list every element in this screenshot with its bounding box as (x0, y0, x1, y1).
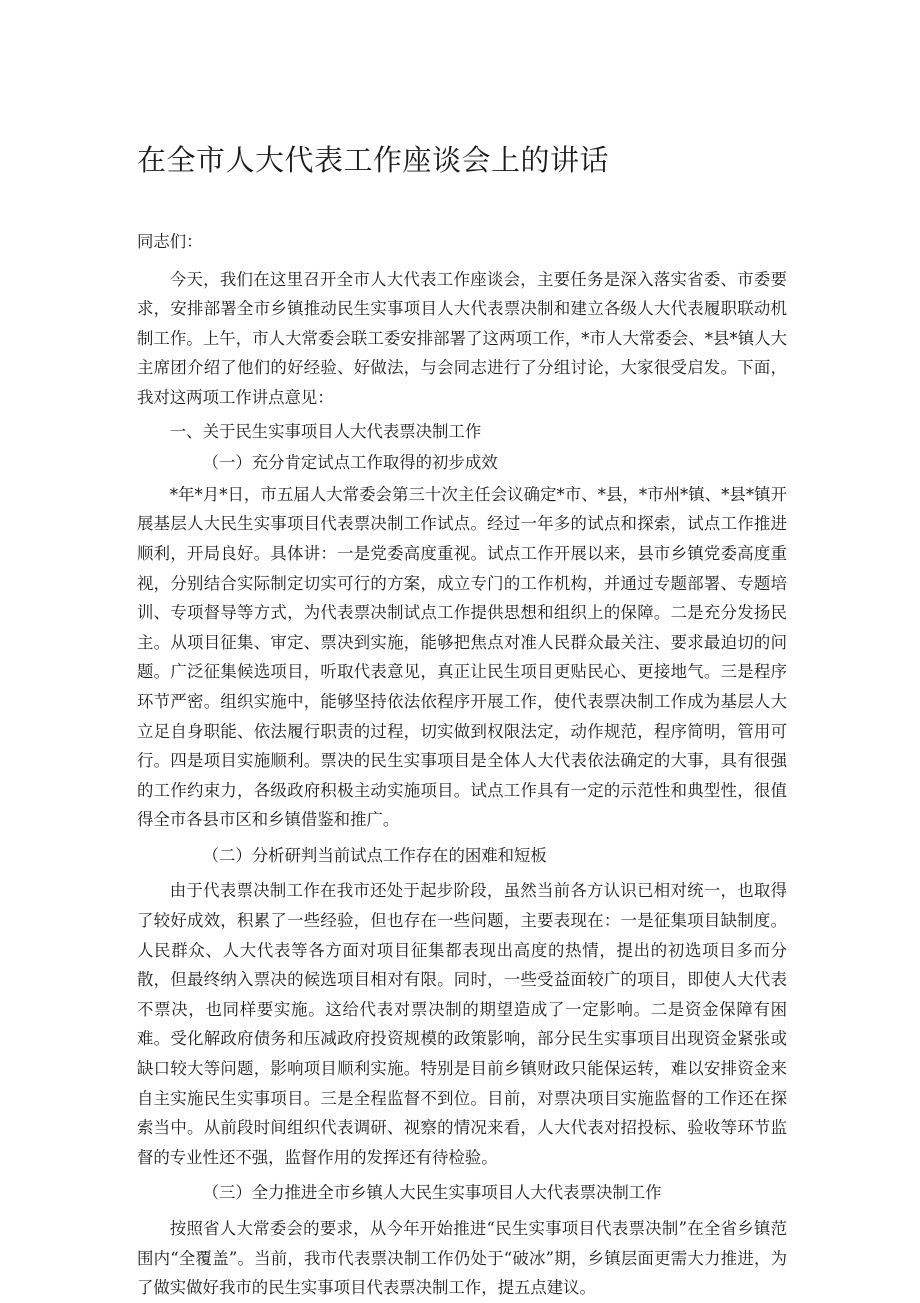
subsection-3-paragraph: 按照省人大常委会的要求，从今年开始推进“民生实事项目代表票决制”在全省乡镇范围内“全覆盖”。当前，我市代表票决制工作仍处于“破冰”期，乡镇层面更需大力推进，为了做实做好我市的民生实事项目代表票决制工作，提五点建议。 (137, 1219, 787, 1298)
subsection-heading-1: （一）充分肯定试点工作取得的初步成效 (202, 453, 498, 473)
intro-paragraph: 今天，我们在这里召开全市人大代表工作座谈会，主要任务是深入落实省委、市委要求，安排部署全市乡镇推动民生实事项目人大代表票决制和建立各级人大代表履职联动机制工作。上午，市人大常委会联工委安排部署了这两项工作，*市人大常委会、*县*镇人大主席团介绍了他们的好经验、好做法，与会同志进行了分组讨论，大家很受启发。下面，我对这两项工作讲点意见： (137, 269, 787, 407)
subsection-1-paragraph: *年*月*日，市五届人大常委会第三十次主任会议确定*市、*县，*市州*镇、*县*镇开展基层人大民生实事项目代表票决制工作试点。经过一年多的试点和探索，试点工作推进顺利，开局良好。具体讲：一是党委高度重视。试点工作开展以来，县市乡镇党委高度重视，分别结合实际制定切实可行的方案，成立专门的工作机构，并通过专题部署、专题培训、专项督导等方式，为代表票决制试点工作提供思想和组织上的保障。二是充分发扬民主。从项目征集、审定、票决到实施，能够把焦点对准人民群众最关注、要求最迫切的问题。广泛征集候选项目，听取代表意见，真正让民生项目更贴民心、更接地气。三是程序环节严密。组织实施中，能够坚持依法依程序开展工作，使代表票决制工作成为基层人大立足自身职能、依法履行职责的过程，切实做到权限法定，动作规范，程序简明，管用可行。四是项目实施顺利。票决的民生实事项目是全体人大代表依法确定的大事，具有很强的工作约束力，各级政府积极主动实施项目。试点工作具有一定的示范性和典型性，很值得全市各县市区和乡镇借鉴和推广。 (137, 484, 787, 830)
subsection-heading-2: （二）分析研判当前试点工作存在的困难和短板 (202, 845, 547, 865)
document-body (137, 227, 787, 1303)
subsection-heading-3: （三）全力推进全市乡镇人大民生实事项目人大代表票决制工作 (202, 1183, 662, 1203)
salutation: 同志们： (137, 232, 203, 251)
document-title: 在全市人大代表工作座谈会上的讲话 (137, 143, 610, 177)
section-heading-1: 一、关于民生实事项目人大代表票决制工作 (169, 421, 482, 441)
subsection-2-paragraph: 由于代表票决制工作在我市还处于起步阶段，虽然当前各方认识已相对统一，也取得了较好成效，积累了一些经验，但也存在一些问题，主要表现在：一是征集项目缺制度。人民群众、人大代表等各方面对项目征集都表现出高度的热情，提出的初选项目多而分散，但最终纳入票决的候选项目相对有限。同时，一些受益面较广的项目，即使人大代表不票决，也同样要实施。这给代表对票决制的期望造成了一定影响。二是资金保障有困难。受化解政府债务和压减政府投资规模的政策影响，部分民生实事项目出现资金紧张或缺口较大等问题，影响项目顺利实施。特别是目前乡镇财政只能保运转，难以安排资金来自主实施民生实事项目。三是全程监督不到位。目前，对票决项目实施监督的工作还在探索当中。从前段时间组织代表调研、视察的情况来看，人大代表对招投标、验收等环节监督的专业性还不强，监督作用的发挥还有待检验。 (137, 881, 787, 1167)
